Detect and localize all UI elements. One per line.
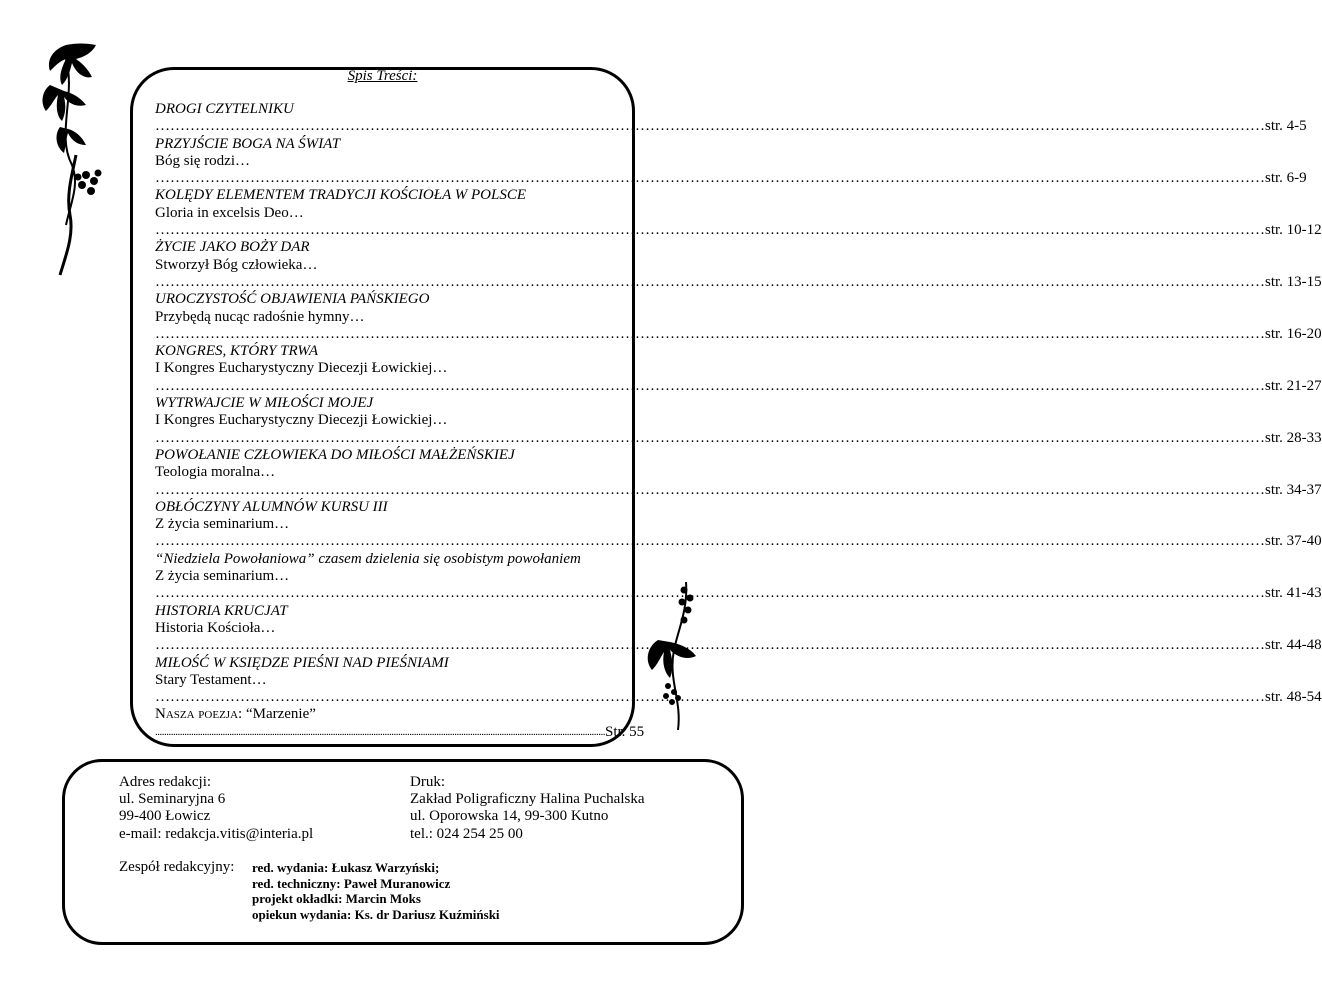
address-label: Adres redakcji: — [119, 774, 212, 790]
toc-entry-page-row — [155, 325, 1322, 343]
leader-dots: …………………………………………………………………………………………………………………………………………………………………………………………………… — [155, 273, 1265, 290]
team-member: opiekun wydania: Ks. dr Dariusz Kuźmiński — [252, 906, 500, 922]
toc-entry-subtitle: Teologia moralna… — [155, 464, 276, 481]
team-member: red. techniczny: Paweł Muranowicz — [252, 875, 451, 891]
address-block — [119, 774, 313, 843]
toc-entry — [155, 101, 1307, 136]
toc-entry-page-row — [155, 637, 1322, 654]
toc-entry-page-row — [155, 273, 1322, 291]
toc-entry-subtitle: Z życia seminarium… — [155, 516, 290, 533]
toc-entry-subtitle: Stworzył Bóg człowieka… — [155, 256, 318, 273]
leader-dots: …………………………………………………………………………………………………………………………………………………………………………………………………… — [155, 170, 1265, 187]
leader-dots: ........................................................................................................................................................................................................ — [155, 725, 605, 738]
toc-entry-page: str. 37-40 — [1265, 533, 1322, 550]
toc-entry-page-row — [155, 481, 1322, 499]
toc-entry-page-row — [155, 118, 1307, 135]
toc-entry-page: str. 48-54 — [1265, 689, 1322, 706]
leader-dots: …………………………………………………………………………………………………………………………………………………………………………………………………… — [155, 118, 1265, 135]
toc-entry-page: str. 21-27 — [1265, 377, 1322, 394]
leader-dots: …………………………………………………………………………………………………………………………………………………………………………………………………… — [155, 222, 1265, 239]
toc-entry-page: str. 16-20 — [1265, 325, 1322, 342]
toc-entry-heading: DROGI CZYTELNIKU — [155, 101, 294, 117]
toc-entry-page: str. 28-33 — [1265, 429, 1322, 446]
toc-list — [155, 101, 1322, 741]
address-street: ul. Seminaryjna 6 — [119, 791, 226, 808]
toc-entry — [155, 498, 1322, 551]
toc-entry — [155, 654, 1322, 707]
leader-dots: …………………………………………………………………………………………………………………………………………………………………………………………………… — [155, 637, 1265, 654]
toc-entry-page-row — [155, 689, 1322, 706]
toc-entry-page-row — [155, 222, 1322, 239]
toc-entry — [155, 446, 1322, 499]
toc-entry-heading: OBŁÓCZYNY ALUMNÓW KURSU III — [155, 498, 388, 515]
toc-entry-page: str. 10-12 — [1265, 222, 1322, 239]
toc-entry-subtitle: Historia Kościoła… — [155, 619, 276, 636]
leader-dots: …………………………………………………………………………………………………………………………………………………………………………………………………… — [155, 585, 1265, 602]
toc-entry-page: str. 41-43 — [1265, 585, 1322, 602]
toc-entry-page-row — [155, 723, 645, 741]
toc-entry — [155, 602, 1322, 655]
toc-entry-subtitle: Z życia seminarium… — [155, 568, 290, 585]
toc-entry-heading: KONGRES, KTÓRY TRWA — [155, 343, 319, 360]
address-email: e-mail: redakcja.vitis@interia.pl — [119, 825, 314, 842]
toc-entry-heading: KOLĘDY ELEMENTEM TRADYCJI KOŚCIOŁA W POLSCE — [155, 187, 527, 204]
toc-entry-heading: ŻYCIE JAKO BOŻY DAR — [155, 239, 310, 256]
poetry-label: Nasza poezja — [155, 706, 239, 723]
print-label: Druk: — [410, 774, 445, 790]
toc-entry-page-row — [155, 429, 1322, 447]
leader-dots: …………………………………………………………………………………………………………………………………………………………………………………………………… — [155, 377, 1265, 394]
toc-entry — [155, 395, 1322, 447]
toc-entry-subtitle: Bóg się rodzi… — [155, 152, 250, 169]
poetry-title: : “Marzenie” — [238, 706, 316, 723]
toc-entry-subtitle: Przybędą nucąc radośnie hymny… — [155, 308, 365, 325]
grapevine-ornament-left — [36, 35, 108, 555]
toc-entry-subtitle: Gloria in excelsis Deo… — [155, 204, 304, 221]
toc-entry — [155, 550, 1322, 603]
toc-entry-page: str. 4-5 — [1265, 118, 1307, 135]
toc-entry-subtitle: Stary Testament… — [155, 671, 267, 688]
toc-entry-subtitle: I Kongres Eucharystyczny Diecezji Łowickiej… — [155, 412, 448, 429]
toc-entry — [155, 239, 1322, 291]
toc-entry-page-row — [155, 533, 1322, 550]
toc-entry-heading: UROCZYSTOŚĆ OBJAWIENIA PAŃSKIEGO — [155, 291, 430, 308]
toc-entry-page: str. 44-48 — [1265, 637, 1322, 654]
address-city: 99-400 Łowicz — [119, 808, 211, 825]
toc-entry — [155, 343, 1322, 395]
toc-entry-poetry — [155, 706, 645, 741]
print-block — [410, 774, 645, 843]
team-member: red. wydania: Łukasz Warzyński; — [252, 860, 440, 875]
toc-entry-page: Str. 55 — [605, 723, 645, 740]
print-street: ul. Oporowska 14, 99-300 Kutno — [410, 808, 609, 825]
toc-entry-heading: MIŁOŚĆ W KSIĘDZE PIEŚNI NAD PIEŚNIAMI — [155, 654, 449, 671]
toc-entry-heading: POWOŁANIE CZŁOWIEKA DO MIŁOŚCI MAŁŻEŃSKIEJ — [155, 446, 515, 463]
toc-entry-page-row — [155, 170, 1307, 187]
toc-entry — [155, 135, 1307, 188]
toc-entry-heading: “Niedziela Powołaniowa” czasem dzielenia się osobistym powołaniem — [155, 550, 581, 567]
editorial-info — [62, 759, 744, 945]
toc-entry-page: str. 13-15 — [1265, 273, 1322, 290]
leader-dots: …………………………………………………………………………………………………………………………………………………………………………………………………… — [155, 689, 1265, 706]
toc-entry-page-row — [155, 377, 1322, 395]
table-of-contents — [130, 67, 1322, 747]
toc-entry-page-row — [155, 585, 1322, 602]
toc-entry-heading: PRZYJŚCIE BOGA NA ŚWIAT — [155, 135, 341, 152]
toc-entry — [155, 187, 1322, 239]
leader-dots: …………………………………………………………………………………………………………………………………………………………………………………………………… — [155, 481, 1265, 498]
toc-entry-page: str. 34-37 — [1265, 481, 1322, 498]
toc-entry-subtitle: I Kongres Eucharystyczny Diecezji Łowickiej… — [155, 360, 448, 377]
team-list — [119, 860, 500, 922]
toc-entry-heading — [155, 706, 617, 723]
leader-dots: …………………………………………………………………………………………………………………………………………………………………………………………………… — [155, 325, 1265, 342]
team-member: projekt okładki: Marcin Moks — [252, 891, 421, 906]
toc-entry — [155, 291, 1322, 343]
leader-dots: …………………………………………………………………………………………………………………………………………………………………………………………………… — [155, 429, 1265, 446]
print-name: Zakład Poligraficzny Halina Puchalska — [410, 791, 645, 808]
leader-dots: …………………………………………………………………………………………………………………………………………………………………………………………………… — [155, 533, 1265, 550]
toc-entry-page: str. 6-9 — [1265, 170, 1307, 187]
toc-entry-heading: HISTORIA KRUCJAT — [155, 602, 288, 619]
team-label: Zespół redakcyjny: — [119, 859, 235, 875]
print-phone: tel.: 024 254 25 00 — [410, 825, 523, 842]
grapevine-ornament-right — [638, 580, 708, 740]
toc-title: Spis Treści: — [347, 68, 418, 84]
toc-entry-heading: WYTRWAJCIE W MIŁOŚCI MOJEJ — [155, 395, 374, 412]
